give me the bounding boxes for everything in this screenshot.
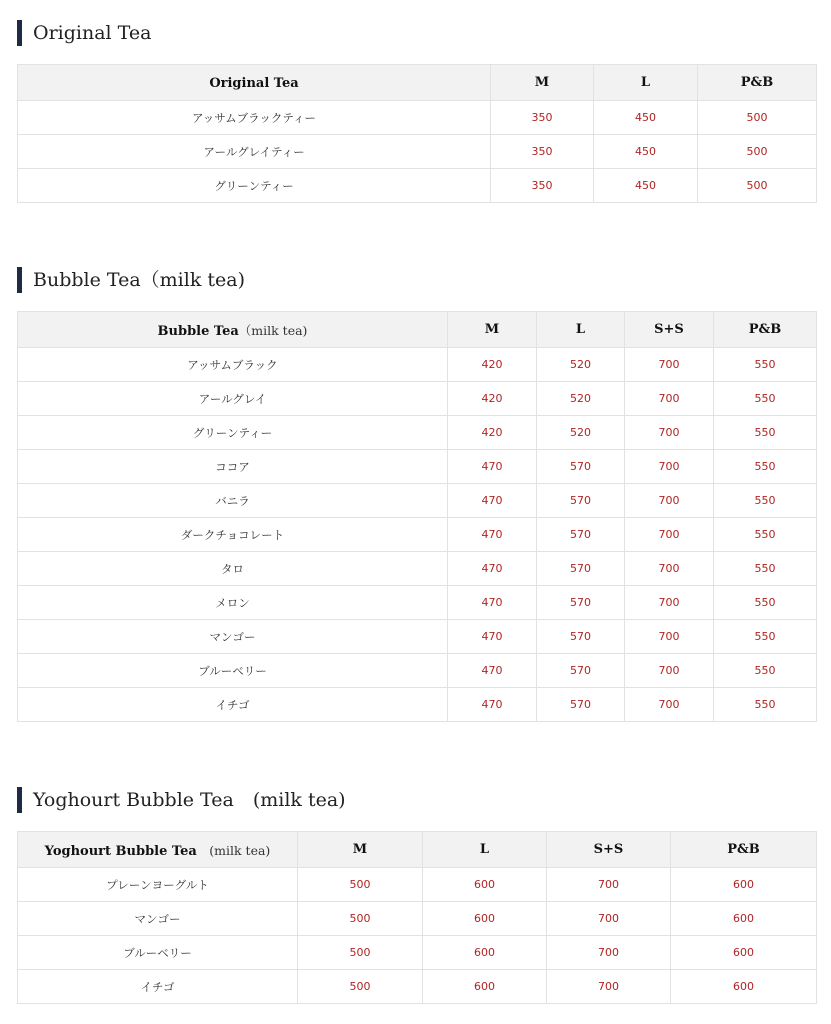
- item-name: アールグレイ: [18, 382, 448, 416]
- item-price: 550: [714, 552, 817, 586]
- table-row: [18, 620, 817, 654]
- item-price: 550: [714, 416, 817, 450]
- column-header-size: L: [537, 312, 625, 348]
- item-price: 550: [714, 348, 817, 382]
- item-name: マンゴー: [18, 902, 298, 936]
- item-price: 700: [625, 552, 714, 586]
- item-price: 520: [537, 348, 625, 382]
- column-header-size: S+S: [547, 832, 671, 868]
- table-row: [18, 688, 817, 722]
- item-price: 470: [448, 620, 537, 654]
- item-price: 570: [537, 552, 625, 586]
- table-row: [18, 654, 817, 688]
- table-row: [18, 135, 817, 169]
- table-header-row: [18, 65, 817, 101]
- column-header-size: M: [491, 65, 594, 101]
- column-header-size: L: [423, 832, 547, 868]
- item-name: メロン: [18, 586, 448, 620]
- item-price: 570: [537, 654, 625, 688]
- item-price: 470: [448, 688, 537, 722]
- item-price: 550: [714, 654, 817, 688]
- item-price: 700: [625, 586, 714, 620]
- column-header-size: P&B: [698, 65, 817, 101]
- item-price: 600: [671, 970, 817, 1004]
- price-table: [17, 64, 817, 203]
- item-price: 570: [537, 450, 625, 484]
- item-price: 600: [423, 936, 547, 970]
- item-price: 500: [298, 868, 423, 902]
- item-price: 450: [594, 169, 698, 203]
- item-price: 550: [714, 484, 817, 518]
- item-price: 550: [714, 450, 817, 484]
- table-row: [18, 101, 817, 135]
- item-price: 500: [298, 970, 423, 1004]
- item-price: 350: [491, 169, 594, 203]
- column-header-size: L: [594, 65, 698, 101]
- item-price: 700: [547, 868, 671, 902]
- item-price: 570: [537, 518, 625, 552]
- item-price: 500: [298, 936, 423, 970]
- price-table: [17, 831, 817, 1004]
- item-name: ブルーベリー: [18, 654, 448, 688]
- column-header-size: M: [298, 832, 423, 868]
- item-name: アールグレイティー: [18, 135, 491, 169]
- item-price: 600: [671, 902, 817, 936]
- item-name: バニラ: [18, 484, 448, 518]
- price-table: [17, 311, 817, 722]
- table-row: [18, 868, 817, 902]
- item-price: 450: [594, 135, 698, 169]
- item-price: 550: [714, 620, 817, 654]
- item-name: イチゴ: [18, 970, 298, 1004]
- item-price: 550: [714, 518, 817, 552]
- item-price: 570: [537, 688, 625, 722]
- item-price: 500: [698, 135, 817, 169]
- table-header-row: [18, 312, 817, 348]
- item-price: 570: [537, 620, 625, 654]
- column-header-size: S+S: [625, 312, 714, 348]
- item-name: タロ: [18, 552, 448, 586]
- table-row: [18, 416, 817, 450]
- item-price: 700: [625, 348, 714, 382]
- item-price: 700: [625, 518, 714, 552]
- item-name: グリーンティー: [18, 416, 448, 450]
- item-price: 700: [625, 484, 714, 518]
- section-heading: Bubble Tea（milk tea): [17, 267, 245, 293]
- item-name: マンゴー: [18, 620, 448, 654]
- item-price: 700: [547, 936, 671, 970]
- item-name: ココア: [18, 450, 448, 484]
- table-row: [18, 450, 817, 484]
- table-row: [18, 552, 817, 586]
- item-price: 420: [448, 382, 537, 416]
- item-price: 700: [625, 654, 714, 688]
- column-header-size: P&B: [714, 312, 817, 348]
- item-price: 520: [537, 416, 625, 450]
- section-heading: Original Tea: [17, 20, 151, 46]
- section-heading: Yoghourt Bubble Tea (milk tea): [17, 787, 346, 813]
- table-row: [18, 902, 817, 936]
- column-header-size: M: [448, 312, 537, 348]
- item-name: ブルーベリー: [18, 936, 298, 970]
- item-price: 700: [547, 902, 671, 936]
- column-header-name: Original Tea: [18, 65, 491, 101]
- table-row: [18, 382, 817, 416]
- item-price: 500: [698, 169, 817, 203]
- item-price: 500: [298, 902, 423, 936]
- item-price: 470: [448, 484, 537, 518]
- item-price: 600: [671, 936, 817, 970]
- item-price: 420: [448, 348, 537, 382]
- table-row: [18, 348, 817, 382]
- item-price: 570: [537, 586, 625, 620]
- item-price: 700: [625, 620, 714, 654]
- table-row: [18, 518, 817, 552]
- item-price: 700: [625, 416, 714, 450]
- item-price: 600: [423, 868, 547, 902]
- item-price: 470: [448, 518, 537, 552]
- item-price: 450: [594, 101, 698, 135]
- item-price: 470: [448, 586, 537, 620]
- item-price: 700: [625, 688, 714, 722]
- table-row: [18, 484, 817, 518]
- item-price: 420: [448, 416, 537, 450]
- column-header-name: Bubble Tea（milk tea): [18, 312, 448, 348]
- item-name: イチゴ: [18, 688, 448, 722]
- item-price: 500: [698, 101, 817, 135]
- table-row: [18, 970, 817, 1004]
- item-price: 600: [671, 868, 817, 902]
- item-name: プレーンヨーグルト: [18, 868, 298, 902]
- item-price: 700: [625, 450, 714, 484]
- item-name: アッサムブラックティー: [18, 101, 491, 135]
- item-price: 700: [625, 382, 714, 416]
- table-row: [18, 169, 817, 203]
- table-header-row: [18, 832, 817, 868]
- item-price: 550: [714, 688, 817, 722]
- item-name: アッサムブラック: [18, 348, 448, 382]
- column-header-name: Yoghourt Bubble Tea (milk tea): [18, 832, 298, 868]
- column-header-size: P&B: [671, 832, 817, 868]
- item-price: 470: [448, 450, 537, 484]
- item-price: 470: [448, 552, 537, 586]
- item-price: 520: [537, 382, 625, 416]
- item-name: ダークチョコレート: [18, 518, 448, 552]
- item-price: 350: [491, 135, 594, 169]
- table-row: [18, 586, 817, 620]
- item-price: 550: [714, 382, 817, 416]
- item-name: グリーンティー: [18, 169, 491, 203]
- item-price: 570: [537, 484, 625, 518]
- item-price: 600: [423, 902, 547, 936]
- table-row: [18, 936, 817, 970]
- item-price: 700: [547, 970, 671, 1004]
- item-price: 350: [491, 101, 594, 135]
- item-price: 470: [448, 654, 537, 688]
- item-price: 600: [423, 970, 547, 1004]
- item-price: 550: [714, 586, 817, 620]
